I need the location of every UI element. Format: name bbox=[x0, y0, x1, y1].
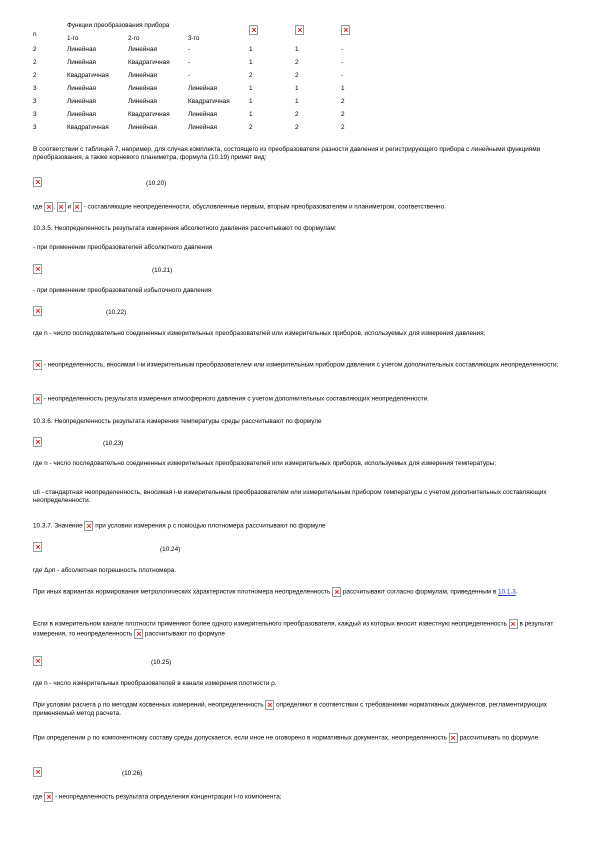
table-cell: 2 bbox=[341, 124, 345, 131]
text-fragment: где bbox=[33, 203, 43, 211]
table-row bbox=[33, 124, 363, 136]
formula-image-icon bbox=[134, 629, 143, 639]
table-cell: 2 bbox=[341, 111, 345, 118]
table-row bbox=[33, 98, 363, 110]
equation-number: (10.23) bbox=[103, 440, 124, 447]
paragraph: где n - число последовательно соединенных измерительных преобразователей или измерительных приборов, используемых для измерения температуры; bbox=[33, 460, 497, 467]
formula-image-icon bbox=[509, 619, 518, 629]
table-row bbox=[33, 111, 363, 123]
table-cell: Линейная bbox=[67, 46, 96, 53]
table-cell: 3 bbox=[33, 98, 37, 105]
paragraph: В соответствии с таблицей 7, например, для случая комплекта, состоящего из преобразователя разности давления и регистрирующего прибора с линейными функциями преобразования, а также корневого планиметра, формула (10.19) примет вид: bbox=[33, 146, 541, 161]
text-fragment: При определении ρ по компонентному составу среды допускается, если иное не оговорено в нормативных документах, неопределенность bbox=[33, 734, 448, 742]
table-cell: 3 bbox=[33, 124, 37, 131]
table-cell: Квадратичная bbox=[67, 72, 109, 79]
paragraph: где Δρп - абсолютная погрешность плотномера. bbox=[33, 567, 177, 574]
text-fragment: . bbox=[515, 588, 518, 596]
table-header-n: n bbox=[33, 31, 37, 38]
text-fragment: где bbox=[33, 793, 43, 801]
paragraph bbox=[33, 619, 563, 639]
table-cell: Квадратичная bbox=[128, 111, 170, 118]
table-cell: 3 bbox=[33, 111, 37, 118]
paragraph bbox=[33, 394, 563, 404]
paragraph: uti - стандартная неопределенность, вносимая i-м измерительным преобразователем или измерительным прибором температуры с учетом дополнительных составляющих неопределенности. bbox=[33, 489, 547, 504]
table-cell: Линейная bbox=[188, 111, 217, 118]
table-cell: Линейная bbox=[67, 98, 96, 105]
table-header-group: Функции преобразования прибора bbox=[67, 22, 170, 29]
text-fragment: рассчитывают по формуле bbox=[144, 630, 225, 638]
table-cell: 2 bbox=[295, 124, 299, 131]
equation-number: (10.22) bbox=[106, 309, 127, 316]
formula-image-icon bbox=[44, 202, 53, 212]
table-cell: - bbox=[341, 72, 344, 79]
paragraph: - при применении преобразователей избыточного давления bbox=[33, 287, 212, 294]
section-heading: 10.3.6. Неопределенность результата измерения температуры среды рассчитывают по формуле bbox=[33, 418, 322, 425]
table-header-col3: 3-го bbox=[188, 35, 200, 42]
formula-image-icon bbox=[33, 767, 42, 777]
broken-image-icon bbox=[295, 25, 304, 35]
paragraph: где n - число последовательно соединенных измерительных преобразователей или измерительных приборов, используемых для измерения давления; bbox=[33, 330, 486, 337]
equation-number: (10.26) bbox=[122, 770, 143, 777]
broken-image-icon bbox=[249, 25, 258, 35]
paragraph: - при применении преобразователей абсолютного давления bbox=[33, 244, 213, 251]
formula-image-icon bbox=[73, 202, 82, 212]
text-fragment: При условии расчета ρ по методам косвенных измерений, неопределенность bbox=[33, 701, 264, 709]
table-cell: Квадратичная bbox=[67, 124, 109, 131]
formula-image-icon bbox=[33, 394, 42, 404]
formula-image-icon bbox=[44, 792, 53, 802]
table-cell: 1 bbox=[249, 59, 253, 66]
paragraph bbox=[33, 202, 563, 212]
table-cell: 1 bbox=[295, 98, 299, 105]
table-cell: 2 bbox=[341, 98, 345, 105]
table-cell: 2 bbox=[33, 46, 37, 53]
paragraph: где n - число измерительных преобразователей в канале измерения плотности ρ. bbox=[33, 680, 277, 687]
text-fragment: рассчитывают согласно формулам, приведенным в bbox=[342, 588, 497, 596]
table-cell: 1 bbox=[295, 46, 299, 53]
formula-image-icon bbox=[33, 656, 42, 666]
table-cell: 2 bbox=[295, 111, 299, 118]
table-cell: Линейная bbox=[128, 46, 157, 53]
text-fragment: - неопределенность результата измерения атмосферного давления с учетом дополнительных составляющих неопределенности. bbox=[43, 395, 430, 403]
table-cell: Линейная bbox=[67, 111, 96, 118]
text-fragment: определяют в соответствии с требованиями нормативных документов, регламентирующих применяемый метод расчета. bbox=[33, 701, 547, 717]
table-cell: Квадратичная bbox=[128, 59, 170, 66]
table-cell: 3 bbox=[33, 85, 37, 92]
formula-image-icon bbox=[84, 521, 93, 531]
paragraph bbox=[33, 700, 563, 718]
table-cell: 2 bbox=[249, 72, 253, 79]
table-cell: Линейная bbox=[67, 85, 96, 92]
table-cell: 2 bbox=[249, 124, 253, 131]
paragraph bbox=[33, 587, 563, 597]
text-fragment: Если в измерительном канале плотности применяют более одного измерительного преобразователя, каждый из которых вносит известную неопределенность bbox=[33, 620, 507, 628]
paragraph bbox=[33, 360, 563, 370]
text-fragment: в результат измерения, то неопределенность bbox=[33, 620, 554, 638]
table-cell: - bbox=[188, 72, 191, 79]
text-fragment: 10.3.7. Значение bbox=[33, 522, 83, 530]
table-cell: Линейная bbox=[128, 124, 157, 131]
table-cell: 1 bbox=[295, 85, 299, 92]
table-cell: 1 bbox=[249, 46, 253, 53]
broken-image-icon bbox=[341, 25, 350, 35]
table-cell: - bbox=[341, 59, 344, 66]
text-fragment: - неопределенность результата определения концентрации i-го компонента; bbox=[54, 793, 282, 801]
table-cell: 2 bbox=[33, 59, 37, 66]
table-cell: Квадратичная bbox=[188, 98, 230, 105]
table-cell: 2 bbox=[33, 72, 37, 79]
table-cell: Линейная bbox=[67, 59, 96, 66]
table-cell: Линейная bbox=[128, 85, 157, 92]
table-cell: - bbox=[188, 59, 191, 66]
table-cell: Линейная bbox=[188, 85, 217, 92]
table-cell: Линейная bbox=[128, 72, 157, 79]
table-header-col1: 1-го bbox=[67, 35, 79, 42]
table-cell: 1 bbox=[341, 85, 345, 92]
table-row bbox=[33, 72, 363, 84]
table-cell: 2 bbox=[295, 59, 299, 66]
formula-image-icon bbox=[33, 542, 42, 552]
section-heading: 10.3.5. Неопределенность результата измерения абсолютного давления рассчитывают по формулам: bbox=[33, 225, 337, 232]
text-fragment: рассчитывать по формуле bbox=[459, 734, 539, 742]
text-fragment: - неопределенность, вносимая i-м измерительным преобразователем или измерительным прибором давления с учетом дополнительных составляющих неопределенности; bbox=[43, 361, 559, 369]
formula-image-icon bbox=[33, 306, 42, 316]
table-cell: 2 bbox=[295, 72, 299, 79]
text-fragment: - составляющие неопределенности, обусловленные первым, вторым преобразователем и планиметром, соответственно. bbox=[83, 203, 446, 211]
text-fragment: При иных вариантах нормирования метрологических характеристик плотномера неопределенность bbox=[33, 588, 331, 596]
text-fragment: , bbox=[53, 203, 55, 211]
paragraph bbox=[33, 792, 563, 802]
table-cell: Линейная bbox=[128, 98, 157, 105]
section-link[interactable]: 10.1.3 bbox=[498, 588, 516, 596]
table-cell: Линейная bbox=[188, 124, 217, 131]
paragraph bbox=[33, 733, 563, 743]
formula-image-icon bbox=[332, 587, 341, 597]
formula-image-icon bbox=[33, 177, 42, 187]
formula-image-icon bbox=[449, 733, 458, 743]
formula-image-icon bbox=[57, 202, 66, 212]
text-fragment: и bbox=[67, 203, 72, 211]
table-cell: 1 bbox=[249, 98, 253, 105]
equation-number: (10.24) bbox=[160, 546, 181, 553]
table-cell: 1 bbox=[249, 111, 253, 118]
table-cell: 1 bbox=[249, 85, 253, 92]
formula-image-icon bbox=[33, 264, 42, 274]
text-fragment: при условии измерения ρ с помощью плотномера рассчитывают по формуле bbox=[95, 522, 326, 530]
formula-image-icon bbox=[33, 437, 42, 447]
table-row bbox=[33, 85, 363, 97]
table-row bbox=[33, 59, 363, 71]
equation-number: (10.21) bbox=[152, 267, 173, 274]
table-row bbox=[33, 46, 363, 58]
table-cell: - bbox=[188, 46, 191, 53]
section-heading bbox=[33, 521, 563, 531]
formula-image-icon bbox=[33, 360, 42, 370]
table-cell: - bbox=[341, 46, 344, 53]
equation-number: (10.20) bbox=[146, 180, 167, 187]
table-header-col2: 2-го bbox=[128, 35, 140, 42]
formula-image-icon bbox=[265, 700, 274, 710]
equation-number: (10.25) bbox=[151, 659, 172, 666]
